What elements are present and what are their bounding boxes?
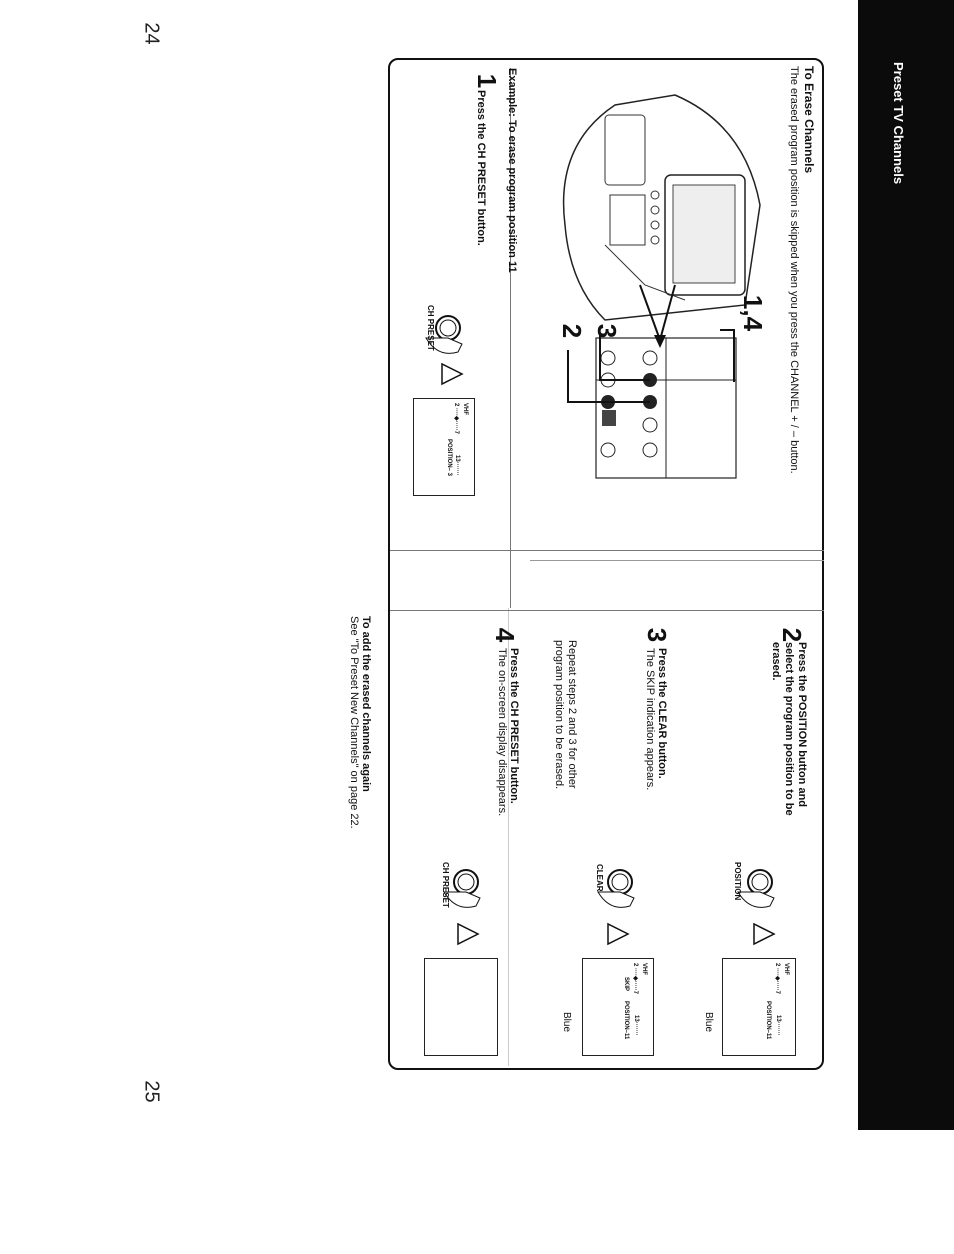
step-4-number: 4 <box>490 627 521 643</box>
add-again-heading: To add the erased channels again <box>360 616 372 792</box>
arrow-down-icon <box>440 362 468 386</box>
callout-2: 2 <box>557 323 588 339</box>
step-4-note: The on-screen display disappears. <box>496 648 508 817</box>
step-3-number: 3 <box>642 627 673 643</box>
callout-3: 3 <box>592 323 623 339</box>
add-again-text: See "To Preset New Channels" on page 22. <box>348 616 360 829</box>
arrow-down-icon <box>456 922 484 946</box>
callout-1-4: 1,4 <box>738 294 769 332</box>
osd-screen-3: VHF 2 ····◆·····7 13······· SKIP POSITION–11 <box>582 958 654 1056</box>
step-2-number: 2 <box>777 627 808 643</box>
clear-label: CLEAR <box>595 864 604 892</box>
ch-preset-label-1: CH PRESET <box>426 305 435 351</box>
step-1-instruction: Press the CH PRESET button. <box>475 90 487 246</box>
erase-heading: To Erase Channels <box>802 66 816 174</box>
osd-screen-blank <box>424 958 498 1056</box>
page-number-left: 24 <box>140 22 163 45</box>
osd-screen-2: VHF 2 ····◆·····7 13······· POSITION–11 <box>722 958 796 1056</box>
step-1-number: 1 <box>472 73 503 89</box>
section-title: Preset TV Channels <box>891 62 906 185</box>
arrow-down-icon <box>606 922 634 946</box>
ch-preset-label-2: CH PRESET <box>441 862 450 908</box>
example-label: Example: To erase program position 11 <box>506 68 518 273</box>
step-2-instruction: Press the POSITION button and select the program position to be erased. <box>770 642 808 816</box>
osd-screen-1: VHF 2 ····◆·····7 13······· POSITION– 3 <box>413 398 475 496</box>
step-4-instruction: Press the CH PRESET button. <box>508 648 520 804</box>
step-3-note: The SKIP indication appears. <box>644 648 656 791</box>
arrow-down-icon <box>752 922 780 946</box>
repeat-note: Repeat steps 2 and 3 for other program position to be erased. <box>553 640 578 790</box>
position-label: POSITION <box>733 862 742 901</box>
pointer-arrows <box>630 280 690 350</box>
blue-label-1: Blue <box>703 1012 714 1033</box>
erase-intro: The erased program position is skipped when you press the CHANNEL + / – button. <box>788 66 800 474</box>
section-tab <box>858 0 954 1130</box>
step-3-instruction: Press the CLEAR button. <box>656 648 668 779</box>
blue-label-2: Blue <box>561 1012 572 1033</box>
page-number-right: 25 <box>140 1080 163 1103</box>
